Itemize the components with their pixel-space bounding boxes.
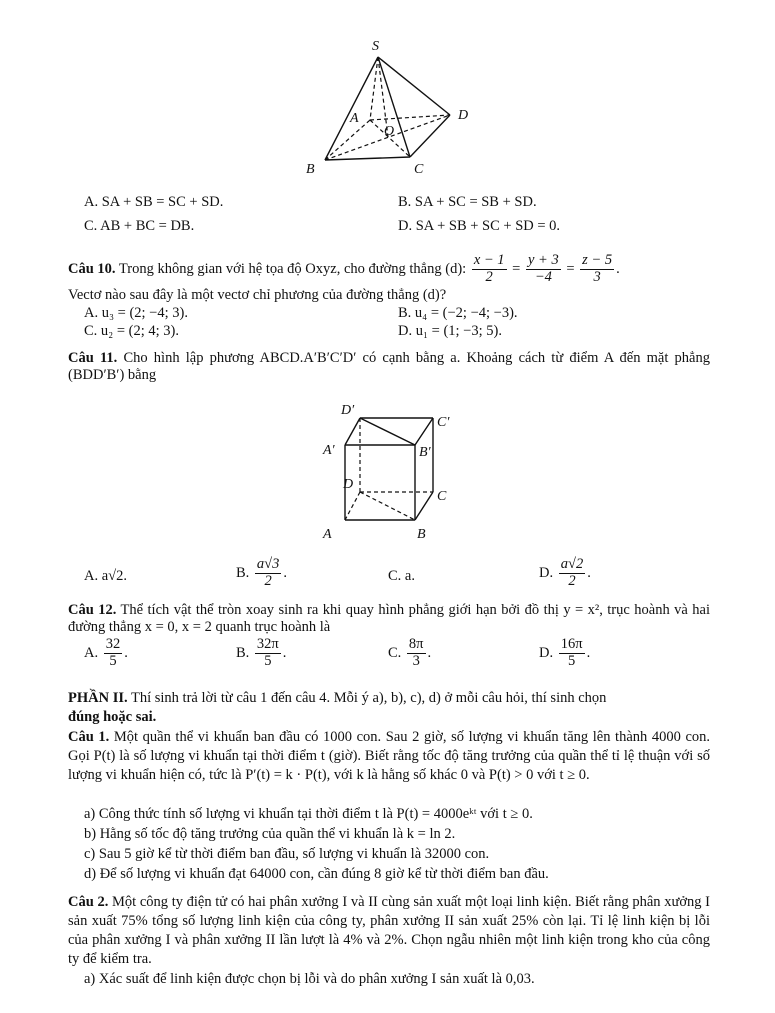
cube-label-ap: A′	[323, 443, 335, 458]
cube-label-cp: C′	[437, 415, 450, 430]
q11-stem	[68, 350, 710, 385]
q12-option-a: A. $\frac{32}{5}$ .	[84, 636, 128, 669]
q12-stem	[68, 602, 710, 637]
q9-option-a: A. SA + SB = SC + SD.	[84, 194, 224, 210]
q11-option-d-fraction: $\frac{a√2}{2}$	[560, 556, 584, 589]
cube-label-b: B	[417, 527, 426, 542]
q10-option-a: A. u₃ = (2; −4; 3).	[84, 305, 188, 321]
q11-option-d: D. $\frac{a√2}{2}$ .	[539, 556, 591, 589]
q12-option-b-fraction: $\frac{32\pi}{5}$	[256, 636, 279, 669]
part2-heading: PHẦN II. Thí sinh trả lời từ câu 1 đến câu 4. Mỗi ý a), b), c), d) ở mỗi câu hỏi, thí sinh chọn	[68, 690, 607, 706]
pyramid-label-a: A	[350, 111, 359, 126]
q12-option-c-fraction: $\frac{8\pi}{3}$	[408, 636, 424, 669]
q11-option-a: A. a√2.	[84, 568, 127, 584]
q9-option-c: C. AB + BC = DB.	[84, 218, 195, 234]
pyramid-label-b: B	[306, 162, 315, 177]
q9-option-b: B. SA + SC = SB + SD.	[398, 194, 537, 210]
q10-fraction-y: $\frac{y + 3}{-4}$	[527, 252, 559, 285]
q12-option-c: C. $\frac{8\pi}{3}$ .	[388, 636, 432, 669]
q10-stem: Câu 10. Trong không gian với hệ tọa độ Oxyz, cho đường thẳng (d): $\frac{x - 1}{2}$ = $\frac{y + 3}{-4}$ = $\frac{z - 5}{3}$ .	[68, 252, 620, 285]
q11-option-b-fraction: $\frac{a√3}{2}$	[256, 556, 280, 589]
pyramid-label-s: S	[372, 39, 379, 54]
q11-text: Cho hình lập phương ABCD.A′B′C′D′ có cạnh bằng a. Khoảng cách từ điểm A đến mặt phẳng (BDD′B′) bằng	[68, 350, 710, 384]
q11-label: Câu 11.	[68, 350, 118, 366]
cube-label-d: D	[343, 477, 354, 492]
cube-label-dp: D′	[341, 403, 355, 418]
q9-option-d: D. SA + SB + SC + SD = 0.	[398, 218, 561, 234]
q10-fraction-z: $\frac{z - 5}{3}$	[582, 252, 613, 285]
c1-stem: Câu 1. Một quần thể vi khuẩn ban đầu có 1000 con. Sau 2 giờ, số lượng vi khuẩn tăng lên thành 4000 con. Gọi P(t) là số lượng vi khuẩn tại thời điểm t (giờ). Biết rằng tốc độ tăng trưởng của quần thể tỉ lệ thuận với số lượng vi khuẩn hiện có, tức là P′(t) = k · P(t), với k là hằng số khác 0 và P(t) > 0 với t ≥ 0.	[68, 729, 711, 783]
c1-item-d: d) Để số lượng vi khuẩn đạt 64000 con, cần đúng 8 giờ kể từ thời điểm ban đầu.	[84, 866, 549, 882]
cube-label-bp: B′	[419, 445, 431, 460]
q10-line2: Vectơ nào sau đây là một vectơ chỉ phương của đường thẳng (d)?	[68, 287, 447, 303]
q10-label: Câu 10.	[68, 260, 116, 277]
q10-option-c: C. u₂ = (2; 4; 3).	[84, 323, 179, 339]
cube-figure	[315, 400, 465, 550]
q11-option-b: B. $\frac{a√3}{2}$ .	[236, 556, 288, 589]
q12-text: Thể tích vật thể tròn xoay sinh ra khi quay hình phẳng giới hạn bởi đồ thị y = x², trục hoành và hai đường thẳng x = 0, x = 2 quanh trục hoành là	[68, 602, 710, 636]
c1-item-a: a) Công thức tính số lượng vi khuẩn tại thời điểm t là P(t) = 4000eᵏᵗ với t ≥ 0.	[84, 806, 533, 822]
q10-option-b: B. u₄ = (−2; −4; −3).	[398, 305, 518, 321]
c1-item-c: c) Sau 5 giờ kể từ thời điểm ban đầu, số lượng vi khuẩn là 32000 con.	[84, 846, 490, 862]
c2-item-a: a) Xác suất để linh kiện được chọn bị lỗi và do phân xưởng I sản xuất là 0,03.	[84, 971, 535, 987]
q12-label: Câu 12.	[68, 602, 117, 618]
pyramid-figure	[290, 35, 490, 180]
q10-fraction-x: $\frac{x - 1}{2}$	[473, 252, 505, 285]
pyramid-label-o: O	[384, 124, 395, 139]
q12-option-a-fraction: $\frac{32}{5}$	[105, 636, 121, 669]
q11-option-c: C. a.	[388, 568, 415, 584]
part2-heading-line2: đúng hoặc sai.	[68, 709, 157, 725]
q12-option-d: D. $\frac{16\pi}{5}$ .	[539, 636, 591, 669]
pyramid-label-d: D	[458, 108, 469, 123]
q10-option-d: D. u₁ = (1; −3; 5).	[398, 323, 502, 339]
c2-stem: Câu 2. Một công ty điện tử có hai phân xưởng I và II cùng sản xuất một loại linh kiện. Biết rằng phân xưởng I sản xuất 75% tổng số lượng linh kiện của công ty, phân xưởng II sản xuất 25% còn lại. Tỉ lệ linh kiện bị lỗi của phân xưởng I và phân xưởng II lần lượt là 4% và 2%. Chọn ngẫu nhiên một linh kiện trong kho của công ty để kiểm tra.	[68, 894, 710, 967]
q12-option-d-fraction: $\frac{16\pi}{5}$	[560, 636, 583, 669]
q12-option-b: B. $\frac{32\pi}{5}$ .	[236, 636, 287, 669]
cube-label-c: C	[437, 489, 447, 504]
q10-text: Trong không gian với hệ tọa độ Oxyz, cho đường thẳng (d):	[118, 260, 467, 277]
pyramid-label-c: C	[414, 162, 424, 177]
c1-item-b: b) Hằng số tốc độ tăng trưởng của quần thể vi khuẩn là k = ln 2.	[84, 826, 456, 842]
cube-label-a: A	[323, 527, 332, 542]
